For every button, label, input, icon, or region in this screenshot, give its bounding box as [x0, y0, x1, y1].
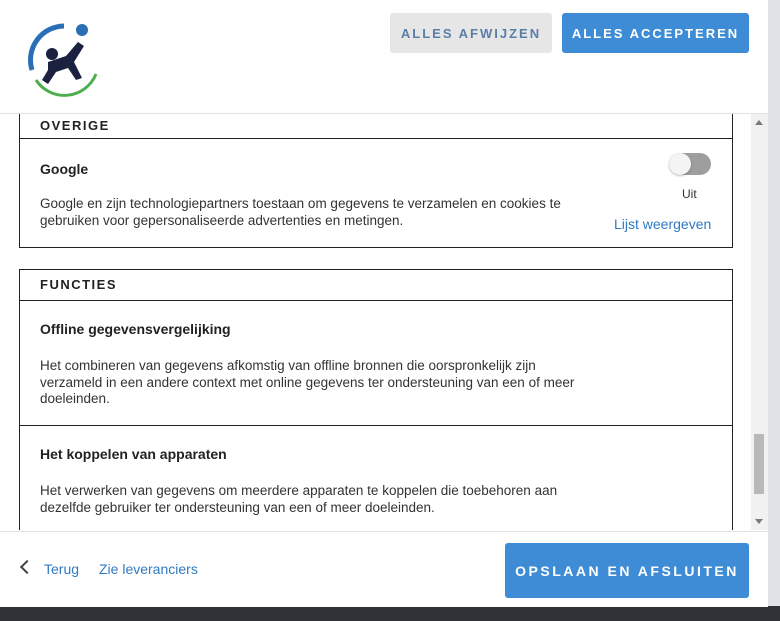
google-consent-toggle[interactable]: [669, 153, 711, 175]
toggle-state-label: Uit: [682, 187, 697, 201]
reject-all-button[interactable]: ALLES AFWIJZEN: [390, 13, 552, 53]
background-overlay: [0, 606, 780, 621]
site-logo: [26, 22, 102, 100]
back-link[interactable]: Terug: [44, 561, 80, 577]
section-title-overige: OVERIGE: [20, 114, 732, 139]
purposes-scroll-area[interactable]: [0, 114, 768, 530]
scrollbar-thumb[interactable]: [754, 434, 764, 494]
background-page: [768, 0, 780, 621]
dialog-header: [0, 0, 768, 114]
scroll-up-icon[interactable]: [755, 120, 763, 125]
save-and-close-button[interactable]: OPSLAAN EN AFSLUITEN: [505, 543, 749, 598]
accept-all-button[interactable]: ALLES ACCEPTEREN: [562, 13, 749, 53]
chevron-left-icon[interactable]: [20, 560, 34, 574]
section-functies: [19, 269, 733, 530]
toggle-knob: [669, 153, 691, 175]
section-overige: [19, 114, 733, 248]
vendor-name: Google: [40, 161, 89, 177]
feature-description: Het verwerken van gegevens om meerdere apparaten te koppelen die toebehoren aan dezelfde gebruiker ter ondersteuning van een of meer doeleinden.: [40, 483, 558, 515]
feature-item: [20, 301, 732, 425]
vendors-link[interactable]: Zie leveranciers: [99, 561, 198, 577]
section-title-functies: FUNCTIES: [20, 270, 732, 301]
scrollbar[interactable]: [751, 114, 768, 530]
feature-title: Het koppelen van apparaten: [40, 446, 227, 462]
vendor-description: Google en zijn technologiepartners toestaan om gegevens te verzamelen en cookies te gebruiken voor gepersonaliseerde advertenties en metingen.: [40, 196, 561, 228]
feature-description: Het combineren van gegevens afkomstig van offline bronnen die oorspronkelijk zijn verzameld in een andere context met online gegevens ter ondersteuning van een of meer doeleinden.: [40, 358, 575, 406]
feature-item: [20, 426, 732, 530]
vendor-google: [20, 139, 732, 247]
feature-title: Offline gegevensvergelijking: [40, 321, 231, 337]
scroll-down-icon[interactable]: [755, 519, 763, 524]
dialog-footer: [0, 531, 768, 607]
show-list-link[interactable]: Lijst weergeven: [614, 216, 712, 232]
